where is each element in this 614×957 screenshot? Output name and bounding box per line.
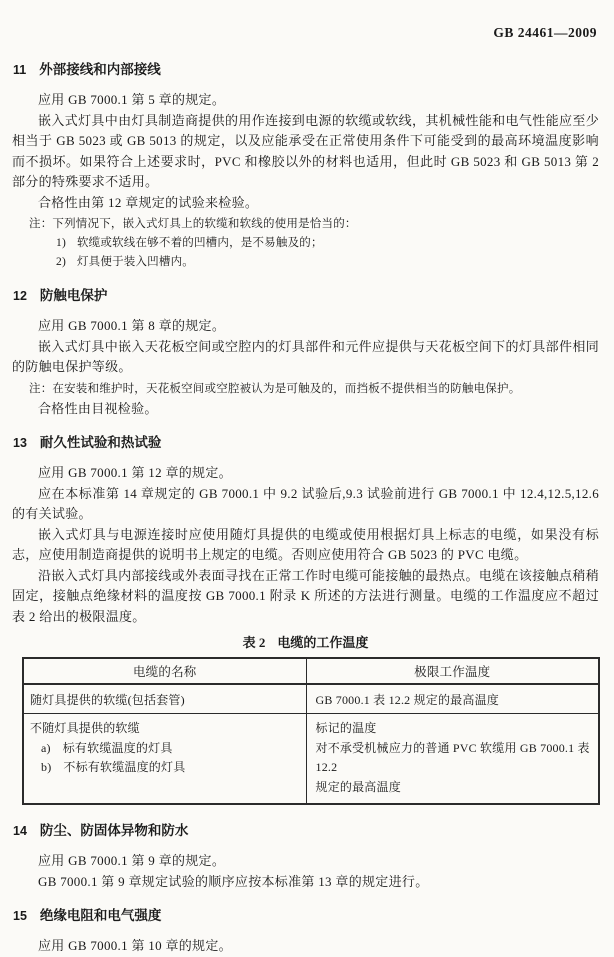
- section-13-heading: [13, 435, 599, 451]
- note-lead: 注：在安装和维护时，天花板空间或空腔被认为是可触及的，而挡板不提供相当的防触电保护。: [29, 382, 521, 395]
- table-label: 表 2: [242, 635, 266, 650]
- paragraph: 应用 GB 7000.1 第 12 章的规定。: [38, 465, 232, 480]
- section-13: [12, 435, 599, 805]
- standard-number-header: GB 24461—2009: [493, 25, 597, 40]
- table-header-row: [23, 658, 599, 684]
- cell-item-number: b): [41, 760, 52, 774]
- section-14-heading: [13, 823, 599, 839]
- section-11: [12, 62, 599, 272]
- note-list-item: [56, 253, 599, 272]
- paragraph: 沿嵌入式灯具内部接线或外表面寻找在正常工作时电缆可能接触的最热点。电缆在该接触点稍稍固定，接触点绝缘材料的温度按 GB 7000.1 附录 K 所述的方法进行测量。电缆的工作温度应不超过表 2 给出的极限温度。: [12, 567, 599, 624]
- paragraph: 嵌入式灯具中由灯具制造商提供的用作连接到电源的软缆或软线，其机械性能和电气性能应至少相当于 GB 5023 或 GB 5013 的规定，以及应能承受在正常使用条件下可能受到的最高环境温度影响而不损坏。如果符合上述要求时，PVC 和橡胶以外的材料也适用，但此时 GB 5023 和 GB 5013 第 2 部分的特殊要求不适用。: [12, 112, 599, 189]
- cell-line: 对不承受机械应力的普通 PVC 软缆用 GB 7000.1 表 12.2: [315, 740, 590, 774]
- table-row: [23, 684, 599, 714]
- note-lead: 注：下列情况下，嵌入式灯具上的软缆和软线的使用是恰当的：: [29, 218, 357, 230]
- paragraph: 应用 GB 7000.1 第 9 章的规定。: [38, 853, 226, 868]
- table-2-cable-working-temperature: [22, 657, 600, 805]
- section-title: 外部接线和内部接线: [39, 62, 161, 77]
- table-row: [23, 714, 599, 805]
- note-block: [29, 215, 599, 272]
- cell-line: 不随灯具提供的软缆: [30, 721, 140, 735]
- section-14: [12, 823, 599, 892]
- table-cell: 随灯具提供的软缆(包括套管): [23, 684, 306, 714]
- table-cell: GB 7000.1 表 12.2 规定的最高温度: [306, 684, 599, 714]
- section-title: 防触电保护: [39, 288, 108, 303]
- section-number: 14: [13, 824, 27, 838]
- cell-line: 规定的最高温度: [315, 779, 401, 794]
- paragraph: 应用 GB 7000.1 第 8 章的规定。: [38, 318, 226, 333]
- note-item-number: 2): [56, 256, 66, 268]
- section-title: 耐久性试验和热试验: [39, 435, 162, 450]
- paragraph: 应用 GB 7000.1 第 5 章的规定。: [38, 92, 226, 107]
- note-item-number: 1): [56, 237, 66, 249]
- paragraph: 应用 GB 7000.1 第 10 章的规定。: [38, 938, 232, 953]
- cell-line: 标记的温度: [315, 721, 377, 735]
- section-number: 12: [13, 289, 27, 303]
- paragraph: 嵌入式灯具中嵌入天花板空间或空腔内的灯具部件和元件应提供与天花板空间下的灯具部件相同的防触电保护等级。: [12, 338, 599, 374]
- section-15-heading: [13, 908, 599, 924]
- note-block: [29, 380, 599, 399]
- section-11-heading: [13, 62, 599, 78]
- table-2-title: [12, 635, 599, 651]
- table-cell: [306, 714, 599, 805]
- cell-item-text: 标有软缆温度的灯具: [62, 740, 173, 755]
- paragraph: 合格性由第 12 章规定的试验来检验。: [38, 194, 259, 210]
- section-number: 13: [13, 436, 27, 450]
- note-item-text: 灯具便于装入凹槽内。: [76, 256, 194, 268]
- section-12-heading: [13, 288, 599, 304]
- paragraph: 合格性由目视检验。: [38, 400, 158, 416]
- cell-item-text: 不标有软缆温度的灯具: [63, 760, 186, 774]
- section-12: [12, 288, 599, 419]
- section-title: 防尘、防固体异物和防水: [39, 823, 189, 838]
- paragraph: 嵌入式灯具与电源连接时应使用随灯具提供的电缆或使用根据灯具上标志的电缆，如果没有标志，应使用制造商提供的说明书上规定的电缆。否则应使用符合 GB 5023 的 PVC 电缆。: [12, 526, 599, 562]
- paragraph: GB 7000.1 第 9 章规定试验的顺序应按本标准第 13 章的规定进行。: [38, 873, 429, 889]
- note-item-text: 软缆或软线在够不着的凹槽内，是不易触及的；: [76, 237, 323, 249]
- table-cell: [23, 714, 306, 805]
- section-title: 绝缘电阻和电气强度: [39, 908, 162, 923]
- section-15: [12, 908, 599, 957]
- column-header-cable-name: 电缆的名称: [23, 658, 306, 684]
- section-number: 15: [13, 909, 27, 923]
- section-number: 11: [13, 63, 27, 77]
- paragraph: 应在本标准第 14 章规定的 GB 7000.1 中 9.2 试验后,9.3 试验前进行 GB 7000.1 中 12.4,12.5,12.6 的有关试验。: [12, 485, 599, 521]
- note-list-item: [56, 234, 599, 253]
- cell-item-number: a): [41, 740, 51, 755]
- table-caption: 电缆的工作温度: [277, 635, 369, 650]
- cell-list-item: [41, 739, 306, 759]
- column-header-limit-temperature: 极限工作温度: [306, 658, 599, 684]
- cell-list-item: [41, 758, 306, 778]
